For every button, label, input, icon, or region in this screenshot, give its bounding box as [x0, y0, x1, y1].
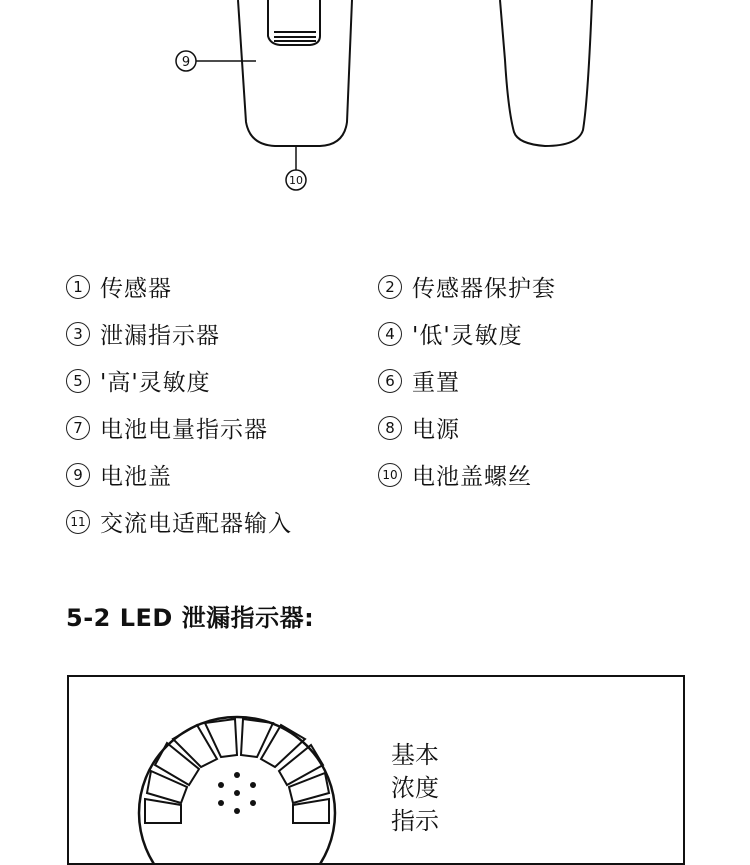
led-segments	[145, 719, 329, 823]
legend-item	[378, 364, 460, 397]
led-segment	[155, 743, 199, 785]
led-segment	[261, 725, 305, 767]
legend-label: 交流电适配器输入	[100, 511, 292, 537]
legend-number: 2	[378, 275, 402, 299]
legend-label: '高'灵敏度	[100, 370, 211, 396]
legend-item	[66, 317, 220, 350]
caption-line: 浓度	[391, 774, 439, 802]
legend-label: 电源	[412, 417, 460, 443]
legend-label: 电池盖	[100, 464, 172, 490]
device-side-body	[500, 0, 592, 146]
legend-number: 10	[378, 463, 402, 487]
led-segment	[279, 745, 323, 785]
legend-item	[66, 458, 172, 491]
legend-number: 11	[66, 510, 90, 534]
legend-item	[66, 505, 292, 538]
led-segment	[145, 799, 181, 823]
sensor-holes	[218, 772, 256, 814]
legend-number: 1	[66, 275, 90, 299]
legend-item	[378, 458, 532, 491]
legend-item	[378, 270, 556, 303]
legend-label: 重置	[412, 370, 460, 396]
legend-item	[66, 270, 172, 303]
caption-line: 指示	[391, 807, 439, 835]
led-indicator-panel	[67, 675, 685, 865]
legend-item	[378, 411, 460, 444]
led-segment	[289, 773, 329, 803]
legend-item	[66, 364, 211, 397]
legend-number: 3	[66, 322, 90, 346]
indicator-caption	[391, 739, 439, 838]
legend-label: 传感器	[100, 276, 172, 302]
caption-line: 基本	[391, 741, 439, 769]
legend-label: 电池电量指示器	[100, 417, 268, 443]
legend-item	[66, 411, 268, 444]
led-indicator-dial	[137, 713, 337, 863]
callout-number-10: 10	[289, 174, 303, 187]
legend-item	[378, 317, 523, 350]
callout-number-9: 9	[181, 55, 191, 70]
legend-number: 4	[378, 322, 402, 346]
legend-number: 9	[66, 463, 90, 487]
led-segment	[205, 719, 237, 757]
legend-number: 7	[66, 416, 90, 440]
legend-label: 电池盖螺丝	[412, 464, 532, 490]
led-segment	[241, 719, 273, 757]
led-segment	[173, 725, 217, 767]
legend-number: 5	[66, 369, 90, 393]
device-back-body	[238, 0, 352, 146]
section-heading: 5-2 LED 泄漏指示器:	[66, 604, 315, 632]
legend-number: 6	[378, 369, 402, 393]
led-segment	[147, 771, 187, 803]
legend-label: 传感器保护套	[412, 276, 556, 302]
led-segment	[293, 799, 329, 823]
legend-label: 泄漏指示器	[100, 323, 220, 349]
belt-clip	[268, 0, 320, 45]
device-illustration	[0, 0, 750, 200]
legend-label: '低'灵敏度	[412, 323, 523, 349]
legend-number: 8	[378, 416, 402, 440]
